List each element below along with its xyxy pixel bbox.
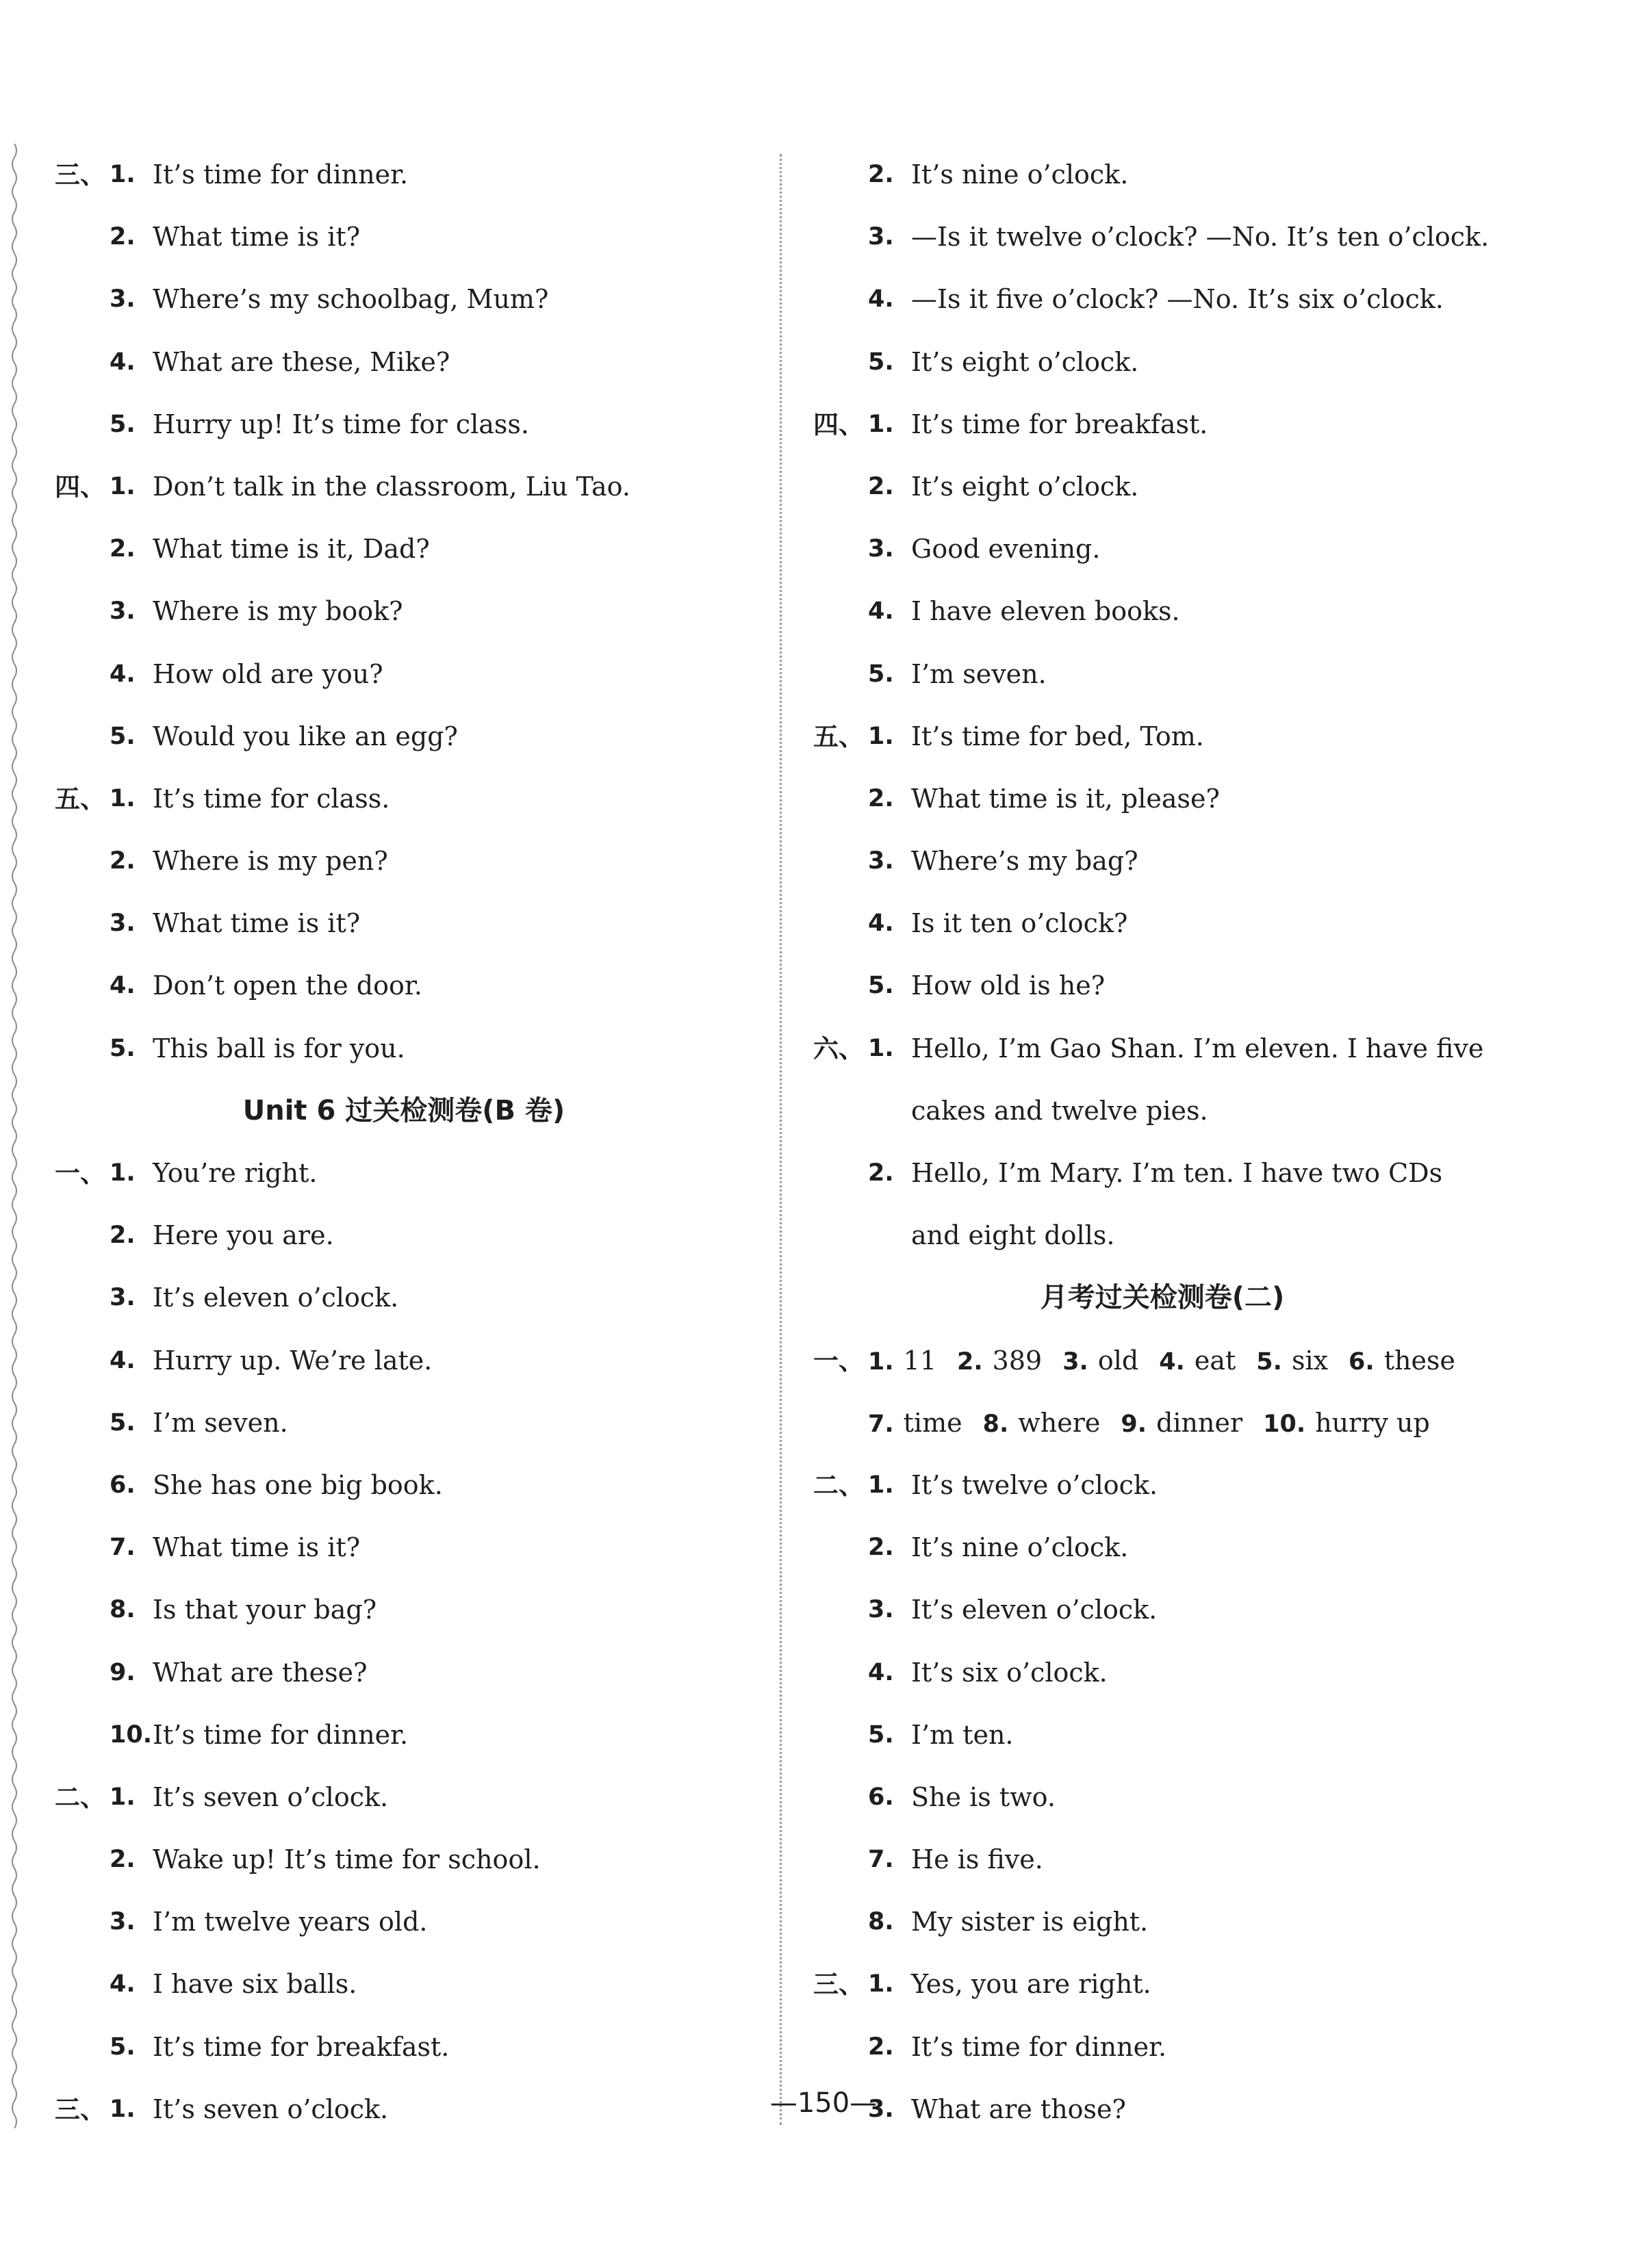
section-marker: 三、	[813, 1970, 864, 2000]
answer-line	[55, 1018, 753, 1080]
answer-text: It’s time for breakfast.	[153, 2031, 450, 2062]
answer-line	[55, 206, 753, 268]
binding-edge-decoration	[10, 144, 19, 2128]
answer-line	[813, 580, 1511, 643]
answer-text: It’s seven o’clock.	[153, 1781, 389, 1812]
answer-text: Hello, I’m Mary. I’m ten. I have two CDs	[911, 1158, 1443, 1188]
item-text: dinner	[1156, 1407, 1243, 1438]
answer-text: Would you like an egg?	[153, 721, 458, 751]
item-number: 9.	[1121, 1410, 1147, 1438]
item-number: 1.	[110, 784, 136, 812]
answer-line	[55, 1330, 753, 1392]
item-number: 1.	[868, 1471, 894, 1499]
answer-line	[813, 768, 1511, 830]
answer-text: My sister is eight.	[911, 1907, 1149, 1937]
answer-line	[55, 456, 753, 518]
section-marker: 四、	[55, 472, 105, 502]
item-number: 1.	[110, 2095, 136, 2123]
item-number: 10.	[1263, 1410, 1306, 1438]
answer-text: How old is he?	[911, 970, 1106, 1001]
item-text: these	[1383, 1345, 1455, 1376]
answer-text: It’s eleven o’clock.	[153, 1283, 399, 1313]
item-number: 5.	[110, 1408, 136, 1436]
answer-text: Yes, you are right.	[911, 1969, 1151, 2000]
answer-line	[813, 892, 1511, 955]
item-number: 3.	[868, 847, 894, 875]
answer-line	[55, 1953, 753, 2015]
item-number: 7.	[110, 1534, 136, 1562]
section-marker: 三、	[55, 2094, 105, 2124]
answer-line	[55, 518, 753, 580]
answer-line	[55, 144, 753, 206]
answer-text: How old are you?	[153, 658, 383, 689]
answer-text: It’s nine o’clock.	[911, 159, 1129, 190]
item-number: 8.	[110, 1596, 136, 1624]
answer-text: What time is it, please?	[911, 783, 1220, 814]
inline-answer-item	[1256, 1330, 1328, 1393]
section-heading: 月考过关检测卷(二)	[1040, 1282, 1285, 1314]
item-number: 4.	[868, 597, 894, 626]
item-number: 3.	[1062, 1348, 1088, 1376]
answer-line	[55, 1891, 753, 1953]
item-number: 3.	[110, 1908, 136, 1936]
item-number: 2.	[110, 1222, 136, 1250]
answer-line	[813, 643, 1511, 706]
answer-line	[813, 1330, 1511, 1392]
answer-line	[55, 1766, 753, 1829]
answer-text: He is five.	[911, 1844, 1043, 1875]
answer-line	[55, 1829, 753, 1891]
inline-answer-item	[983, 1392, 1101, 1456]
item-number: 2.	[957, 1348, 983, 1376]
answer-line	[813, 1080, 1511, 1142]
section-marker: 三、	[55, 160, 105, 190]
answer-line	[55, 768, 753, 830]
answer-text: It’s eleven o’clock.	[911, 1595, 1158, 1625]
item-number: 2.	[868, 1534, 894, 1562]
item-number: 5.	[1256, 1348, 1282, 1376]
answer-text: Is that your bag?	[153, 1595, 377, 1625]
item-number: 3.	[110, 597, 136, 626]
answer-text: Good evening.	[911, 534, 1101, 565]
section-marker: 五、	[55, 784, 105, 814]
item-number: 2.	[868, 161, 894, 188]
item-number: 1.	[868, 1970, 894, 1998]
item-number: 4.	[110, 660, 136, 688]
answer-text: What are these, Mike?	[153, 346, 450, 377]
answer-line	[55, 394, 753, 456]
item-number: 1.	[868, 410, 894, 438]
section-marker: 六、	[813, 1033, 864, 1064]
answer-text: She has one big book.	[153, 1469, 443, 1500]
answer-line	[55, 955, 753, 1017]
answer-line	[55, 580, 753, 643]
answer-text: Don’t open the door.	[153, 970, 422, 1001]
answer-line	[813, 955, 1511, 1017]
item-number: 4.	[110, 1970, 136, 1998]
answer-text: Is it ten o’clock?	[911, 908, 1128, 939]
item-text: old	[1097, 1345, 1139, 1376]
answer-text: Don’t talk in the classroom, Liu Tao.	[153, 471, 630, 502]
item-number: 4.	[868, 910, 894, 938]
answer-text: It’s nine o’clock.	[911, 1532, 1129, 1563]
answer-line	[813, 1392, 1511, 1454]
item-text: six	[1291, 1345, 1329, 1376]
answer-line	[55, 1392, 753, 1454]
answer-continuation: and eight dolls.	[911, 1220, 1115, 1251]
item-text: 389	[992, 1345, 1043, 1376]
answer-text: What time is it?	[153, 222, 361, 253]
answer-line	[813, 1704, 1511, 1766]
answer-line	[813, 706, 1511, 768]
item-number: 3.	[110, 910, 136, 938]
item-number: 5.	[110, 2033, 136, 2061]
item-number: 4.	[868, 1658, 894, 1686]
answer-line	[813, 331, 1511, 394]
item-number: 1.	[110, 1159, 136, 1187]
answer-continuation: cakes and twelve pies.	[911, 1095, 1208, 1126]
answer-line	[55, 1204, 753, 1267]
answer-line	[813, 1953, 1511, 2015]
answer-line	[813, 268, 1511, 331]
item-text: where	[1018, 1407, 1101, 1438]
answer-text: Where is my pen?	[153, 846, 388, 877]
answer-line	[55, 706, 753, 768]
answer-text: I’m twelve years old.	[153, 1907, 428, 1937]
answer-text: I’m seven.	[911, 658, 1047, 689]
item-number: 1.	[110, 161, 136, 188]
item-number: 10.	[110, 1721, 153, 1749]
answer-text: It’s six o’clock.	[911, 1657, 1108, 1688]
item-number: 8.	[868, 1908, 894, 1936]
answer-line	[55, 1142, 753, 1204]
item-number: 7.	[868, 1410, 894, 1438]
item-number: 8.	[982, 1410, 1009, 1438]
right-column	[813, 144, 1511, 2141]
answer-text: Wake up! It’s time for school.	[153, 1844, 541, 1875]
answer-text: It’s time for class.	[153, 783, 390, 814]
page-number: —150—	[769, 2087, 878, 2119]
item-number: 2.	[868, 2033, 894, 2061]
answer-line	[813, 830, 1511, 892]
left-column	[55, 144, 753, 2141]
inline-answer-item	[1159, 1330, 1236, 1393]
inline-answers	[868, 1392, 1451, 1456]
section-marker: 一、	[813, 1345, 864, 1376]
answer-line	[813, 1766, 1511, 1829]
item-number: 9.	[110, 1658, 136, 1686]
inline-answer-item	[868, 1392, 962, 1456]
item-number: 1.	[868, 1348, 894, 1376]
answer-text: It’s twelve o’clock.	[911, 1469, 1158, 1500]
answer-text: Here you are.	[153, 1220, 334, 1251]
item-number: 5.	[868, 972, 894, 1000]
answer-text: —Is it twelve o’clock? —No. It’s ten o’clock.	[911, 222, 1490, 253]
item-number: 4.	[1159, 1348, 1185, 1376]
answer-line	[813, 144, 1511, 206]
answer-text: You’re right.	[153, 1158, 318, 1188]
item-text: time	[903, 1407, 962, 1438]
answer-text: It’s time for breakfast.	[911, 409, 1208, 439]
item-number: 6.	[868, 1783, 894, 1811]
answer-line	[55, 830, 753, 892]
section-marker: 二、	[813, 1470, 864, 1500]
inline-answers	[868, 1330, 1476, 1393]
answer-text: —Is it five o’clock? —No. It’s six o’clock.	[911, 284, 1444, 315]
answer-line	[813, 1454, 1511, 1517]
item-number: 4.	[868, 285, 894, 313]
item-number: 3.	[868, 2095, 894, 2123]
item-number: 3.	[868, 1596, 894, 1624]
section-marker: 五、	[813, 721, 864, 751]
section-marker: 一、	[55, 1159, 105, 1188]
inline-answer-item	[1349, 1330, 1455, 1393]
answer-line	[813, 1018, 1511, 1080]
item-number: 6.	[1349, 1348, 1375, 1376]
item-number: 2.	[868, 472, 894, 500]
answer-line	[55, 268, 753, 331]
column-divider	[780, 154, 782, 2125]
item-number: 3.	[868, 223, 894, 251]
answer-line	[55, 2016, 753, 2078]
answer-line	[813, 394, 1511, 456]
answer-line	[813, 1829, 1511, 1891]
answer-line	[55, 1517, 753, 1579]
inline-answer-item	[868, 1330, 936, 1393]
answer-text: It’s eight o’clock.	[911, 346, 1139, 377]
answer-text: I’m seven.	[153, 1407, 288, 1438]
answer-text: What are these?	[153, 1657, 368, 1688]
item-number: 2.	[110, 847, 136, 875]
answer-line	[55, 892, 753, 955]
answer-text: It’s time for bed, Tom.	[911, 721, 1204, 751]
item-number: 3.	[110, 285, 136, 313]
answer-line	[813, 2016, 1511, 2078]
answer-text: Hurry up. We’re late.	[153, 1345, 433, 1376]
inline-answer-item	[1121, 1392, 1242, 1456]
answer-text: This ball is for you.	[153, 1033, 405, 1064]
item-number: 5.	[110, 410, 136, 438]
answer-text: It’s time for dinner.	[911, 2031, 1167, 2062]
answer-text: It’s seven o’clock.	[153, 2093, 389, 2124]
item-number: 5.	[868, 1721, 894, 1749]
answer-line	[813, 206, 1511, 268]
item-number: 6.	[110, 1471, 136, 1499]
item-number: 2.	[110, 223, 136, 251]
item-number: 2.	[110, 1846, 136, 1874]
answer-text: Where’s my bag?	[911, 846, 1138, 877]
answer-line	[813, 518, 1511, 580]
item-number: 1.	[868, 1034, 894, 1062]
answer-text: Where’s my schoolbag, Mum?	[153, 284, 549, 315]
answer-text: I have six balls.	[153, 1969, 357, 2000]
inline-answer-item	[1263, 1392, 1430, 1456]
answer-text: What time is it?	[153, 908, 361, 939]
answer-text: What time is it, Dad?	[153, 534, 430, 565]
answer-line	[55, 1267, 753, 1329]
item-number: 1.	[110, 1783, 136, 1811]
item-text: 11	[903, 1345, 937, 1376]
answer-line	[55, 1642, 753, 1704]
item-number: 4.	[110, 1346, 136, 1374]
answer-text: I have eleven books.	[911, 596, 1180, 627]
answer-line	[813, 1204, 1511, 1267]
item-number: 1.	[110, 472, 136, 500]
answer-text: Hello, I’m Gao Shan. I’m eleven. I have five	[911, 1033, 1484, 1064]
answer-line	[55, 1454, 753, 1517]
item-number: 4.	[110, 348, 136, 376]
answer-text: Hurry up! It’s time for class.	[153, 409, 529, 439]
answer-line	[55, 331, 753, 394]
answer-line	[55, 1579, 753, 1641]
item-number: 5.	[110, 1034, 136, 1062]
answer-line	[813, 1891, 1511, 1953]
answer-text: She is two.	[911, 1781, 1056, 1812]
item-number: 2.	[110, 535, 136, 563]
item-number: 5.	[110, 722, 136, 750]
answer-line	[813, 1642, 1511, 1704]
section-marker: 二、	[55, 1782, 105, 1812]
answer-line	[813, 456, 1511, 518]
item-number: 7.	[868, 1846, 894, 1874]
answer-text: What time is it?	[153, 1532, 361, 1563]
item-number: 2.	[868, 1159, 894, 1187]
item-text: eat	[1194, 1345, 1236, 1376]
answer-text: It’s eight o’clock.	[911, 471, 1139, 502]
inline-answer-item	[1062, 1330, 1138, 1393]
item-number: 2.	[868, 784, 894, 812]
answer-text: I’m ten.	[911, 1719, 1014, 1750]
answer-text: What are those?	[911, 2093, 1126, 2124]
item-number: 1.	[868, 722, 894, 750]
answer-line	[813, 1579, 1511, 1641]
section-marker: 四、	[813, 409, 864, 439]
item-number: 5.	[868, 348, 894, 376]
item-number: 5.	[868, 660, 894, 688]
answer-text: It’s time for dinner.	[153, 159, 409, 190]
answer-line	[813, 1142, 1511, 1204]
item-number: 4.	[110, 972, 136, 1000]
item-text: hurry up	[1315, 1407, 1430, 1438]
answer-line	[55, 1704, 753, 1766]
answer-line	[55, 643, 753, 706]
inline-answer-item	[957, 1330, 1042, 1393]
answer-line	[813, 1517, 1511, 1579]
answer-text: It’s time for dinner.	[153, 1719, 409, 1750]
section-heading: Unit 6 过关检测卷(B 卷)	[242, 1094, 565, 1126]
answer-text: Where is my book?	[153, 596, 403, 627]
item-number: 3.	[110, 1284, 136, 1312]
item-number: 3.	[868, 535, 894, 563]
